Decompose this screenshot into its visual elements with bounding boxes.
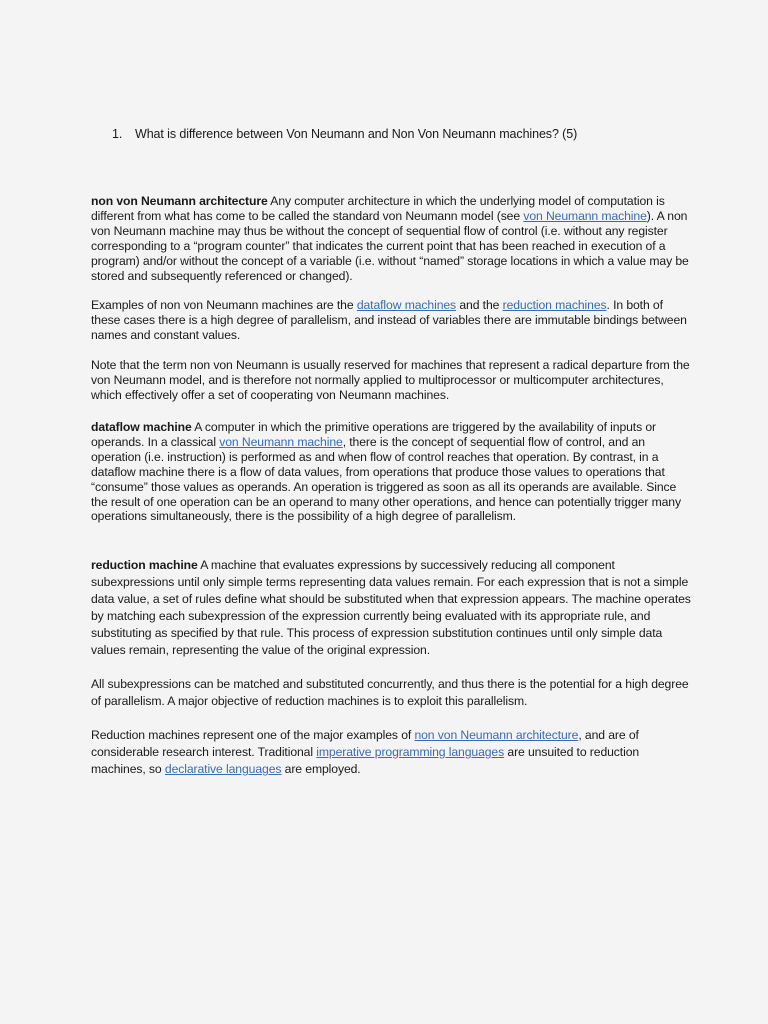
term-dataflow-machine: dataflow machine (91, 420, 192, 434)
link-declarative-languages[interactable]: declarative languages (164, 762, 282, 777)
paragraph-subexpressions: All subexpressions can be matched and substituted concurrently, and thus there is the potential for a high degree of parallelism. A major objective of reduction machines is to exploit this parallelism. (91, 677, 689, 709)
paragraph-reduction-examples: Reduction machines represent one of the major examples of non von Neumann architecture, and are of considerable research interest. Traditional imperative programming languages are unsuited to reduction machines, so declarative languages are employed. (91, 728, 640, 777)
link-von-neumann-machine[interactable]: von Neumann machine (523, 208, 647, 223)
link-non-von-neumann-architecture[interactable]: non von Neumann architecture (414, 728, 579, 742)
link-dataflow-machines[interactable]: dataflow machines (356, 298, 457, 312)
term-non-von-neumann: non von Neumann architecture (91, 194, 268, 208)
question-number: 1. (112, 127, 123, 141)
question-heading (112, 127, 577, 141)
link-imperative-programming-languages[interactable]: imperative programming languages (316, 745, 505, 760)
paragraph-dataflow-machine: dataflow machine A computer in which the primitive operations are triggered by the availability of inputs or operands. In a classical von Neumann machine, there is the concept of sequential flow of control, and an operation (i.e. instruction) is performed as and when flow of control reaches that operation. By contrast, in a dataflow machine there is a flow of data values, from operations that produce those values to operations that “consume” those values as operands. An operation is triggered as soon as all its operands are available. Since the result of one operation can be an operand to many other operations, and hence can potentially trigger many operations simultaneously, there is the possibility of a high degree of parallelism. (91, 420, 681, 524)
link-reduction-machines[interactable]: reduction machines (502, 298, 607, 312)
question-text: What is difference between Von Neumann and Non Von Neumann machines? (5) (135, 127, 578, 141)
paragraph-reduction-machine: reduction machine A machine that evaluates expressions by successively reducing all component subexpressions until only simple terms representing data values remain. For each expression that is not a simple data value, a set of rules define what should be substituted when that expression appears. The machine operates by matching each subexpression of the expression currently being evaluated with its appropriate rule, and substituting as specified by that rule. This process of expression substitution continues until only simple data values remain, representing the value of the original expression. (91, 558, 691, 658)
term-reduction-machine: reduction machine (91, 558, 198, 572)
paragraph-note: Note that the term non von Neumann is usually reserved for machines that represent a radical departure from the von Neumann model, and is therefore not normally applied to multiprocessor or multicomputer architectures, which effectively offer a set of cooperating von Neumann machines. (91, 358, 690, 402)
paragraph-examples: Examples of non von Neumann machines are the dataflow machines and the reduction machines. In both of these cases there is a high degree of parallelism, and instead of variables there are immutable bindings between names and constant values. (91, 298, 687, 342)
link-von-neumann-machine-2[interactable]: von Neumann machine (219, 434, 343, 449)
paragraph-non-von-neumann: non von Neumann architecture Any computer architecture in which the underlying model of computation is different from what has come to be called the standard von Neumann model (see von Neumann machine). A non von Neumann machine may thus be without the concept of sequential flow of control (i.e. without any register corresponding to a “program counter” that indicates the current point that has been reached in execution of a program) and/or without the concept of a variable (i.e. without “named” storage locations in which a value may be stored and subsequently referenced or changed). (91, 194, 689, 283)
